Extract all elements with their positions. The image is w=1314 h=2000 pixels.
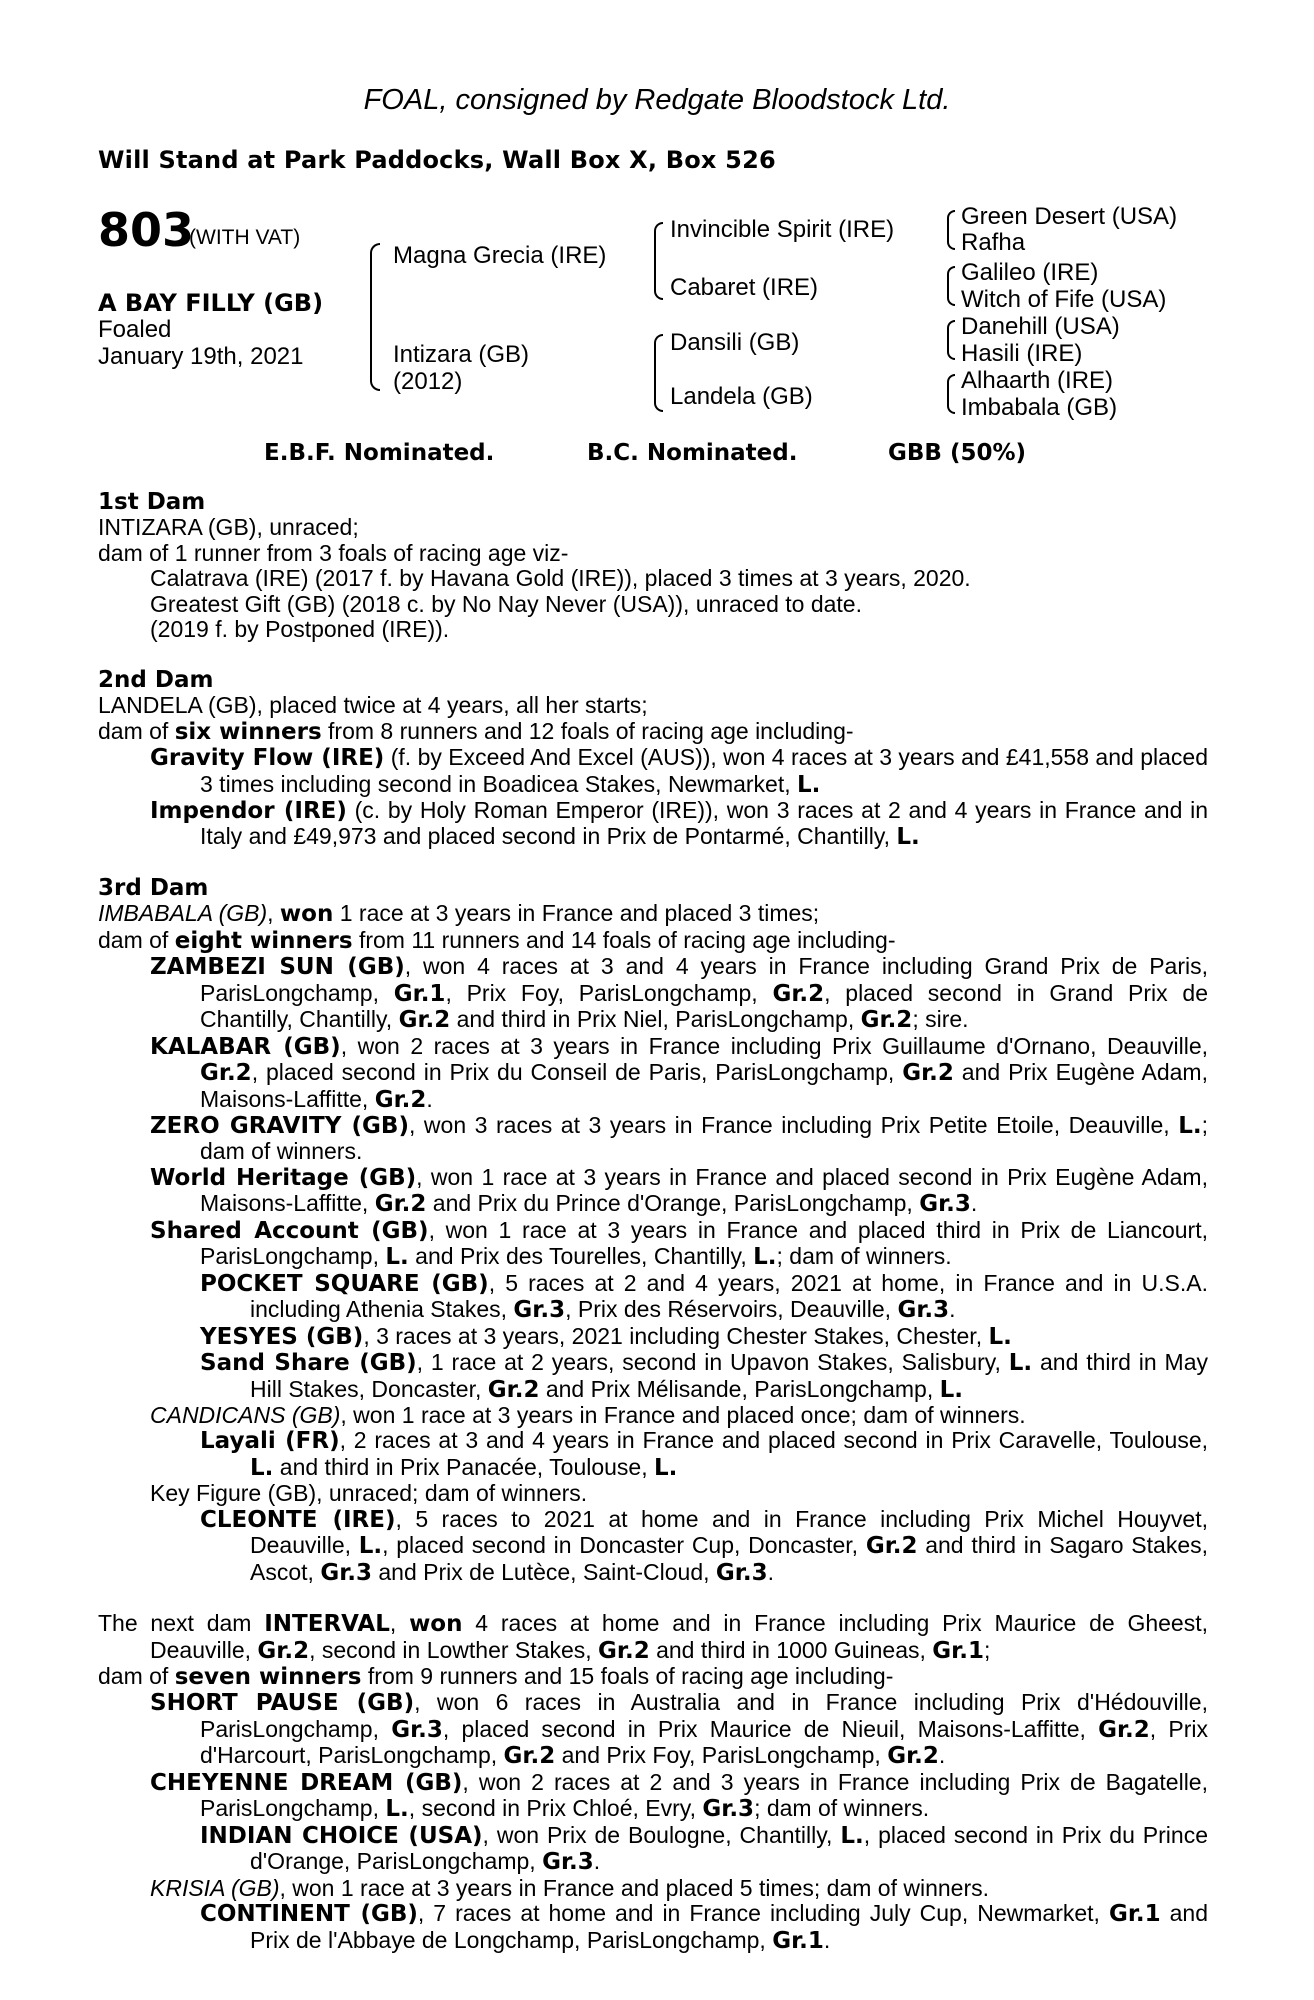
first-dam-line: dam of 1 runner from 3 foals of racing age viz-	[98, 539, 569, 566]
pedigree-dam-sire: Dansili (GB)	[670, 329, 800, 356]
runner-entry: Key Figure (GB), unraced; dam of winners.	[150, 1480, 588, 1507]
ebf-nomination: E.B.F. Nominated.	[264, 440, 495, 466]
runner-entry: KALABAR (GB), won 2 races at 3 years in France including Prix Guillaume d'Ornano, Deauville, Gr.2, placed second in Prix du Conseil de Paris, ParisLongchamp, Gr.2 and Prix Eugène Adam, Maisons-Laffitte, Gr.2.	[150, 1032, 1208, 1113]
runner-entry: ZAMBEZI SUN (GB), won 4 races at 3 and 4 years in France including Grand Prix de Paris, ParisLongchamp, Gr.1, Prix Foy, ParisLongchamp, Gr.2, placed second in Grand Prix de Chantilly, Chantilly, Gr.2 and third in Prix Niel, ParisLongchamp, Gr.2; sire.	[150, 953, 1209, 1034]
runner-entry: YESYES (GB), 3 races at 3 years, 2021 including Chester Stakes, Chester, L.	[200, 1322, 1012, 1350]
lot-number: 803	[98, 203, 195, 257]
runner-entry: CONTINENT (GB), 7 races at home and in France including July Cup, Newmarket, Gr.1 and Prix de l'Abbaye de Longchamp, ParisLongchamp, Gr.1.	[200, 1900, 1209, 1954]
brace-ss	[947, 210, 955, 250]
runner-entry: INDIAN CHOICE (USA), won Prix de Boulogne, Chantilly, L., placed second in Prix du Prince d'Orange, ParisLongchamp, Gr.3.	[200, 1821, 1209, 1876]
pedigree-dd-sire: Alhaarth (IRE)	[961, 367, 1114, 394]
gbb-note: GBB (50%)	[888, 440, 1027, 466]
pedigree-ds-dam: Hasili (IRE)	[961, 340, 1083, 367]
pedigree-sire: Magna Grecia (IRE)	[393, 242, 607, 269]
runner-entry: World Heritage (GB), won 1 race at 3 years in France and placed second in Prix Eugène Adam, Maisons-Laffitte, Gr.2 and Prix du Prince d'Orange, ParisLongchamp, Gr.3.	[150, 1163, 1208, 1218]
pedigree-sd-sire: Galileo (IRE)	[961, 259, 1099, 286]
consignor-line: FOAL, consigned by Redgate Bloodstock Ltd.	[363, 84, 951, 116]
pedigree-dd-dam: Imbabala (GB)	[961, 394, 1118, 421]
runner-entry: Sand Share (GB), 1 race at 2 years, second in Upavon Stakes, Salisbury, L. and third in May Hill Stakes, Doncaster, Gr.2 and Prix Mélisande, ParisLongchamp, L.	[200, 1349, 1208, 1403]
pedigree-sire-dam: Cabaret (IRE)	[670, 274, 819, 301]
third-dam-summary: dam of eight winners from 11 runners and 14 foals of racing age including-	[98, 926, 896, 954]
runner-entry: Impendor (IRE) (c. by Holy Roman Emperor (IRE)), won 3 races at 2 and 4 years in France and in Italy and £49,973 and placed second in Prix de Pontarmé, Chantilly, L.	[150, 796, 1208, 851]
pedigree-notes	[98, 490, 1208, 1954]
foaled-info	[98, 316, 304, 370]
runner-entry: Shared Account (GB), won 1 race at 3 years in France and placed third in Prix de Liancourt, ParisLongchamp, L. and Prix des Tourelles, Chantilly, L.; dam of winners.	[150, 1216, 1208, 1271]
bc-nomination: B.C. Nominated.	[587, 440, 798, 466]
pedigree-dam: Intizara (GB)	[393, 341, 530, 368]
pedigree-ds-sire: Danehill (USA)	[961, 313, 1120, 340]
pedigree-sd-dam: Witch of Fife (USA)	[961, 286, 1167, 313]
second-dam-heading: 2nd Dam	[98, 666, 214, 693]
first-dam-heading: 1st Dam	[98, 489, 206, 515]
stand-location: Will Stand at Park Paddocks, Wall Box X, Box 526	[98, 146, 776, 174]
runner-entry: CLEONTE (IRE), 5 races to 2021 at home and in France including Prix Michel Houyvet, Deauville, L., placed second in Doncaster Cup, Doncaster, Gr.2 and third in Sagaro Stakes, Ascot, Gr.3 and Prix de Lutèce, Saint-Cloud, Gr.3.	[200, 1505, 1209, 1586]
runner-entry: ZERO GRAVITY (GB), won 3 races at 3 years in France including Prix Petite Etoile, Deauville, L.; dam of winners.	[150, 1111, 1208, 1165]
next-dam-line: The next dam INTERVAL, won 4 races at home and in France including Prix Maurice de Gheest, Deauville, Gr.2, second in Lowther Stakes, Gr.2 and third in 1000 Guineas, Gr.1;	[98, 1610, 1208, 1664]
brace-ds	[947, 320, 955, 360]
third-dam-line: IMBABALA (GB), won 1 race at 3 years in France and placed 3 times;	[98, 900, 820, 928]
runner-entry: SHORT PAUSE (GB), won 6 races in Australia and in France including Prix d'Hédouville, ParisLongchamp, Gr.3, placed second in Prix Maurice de Nieuil, Maisons-Laffitte, Gr.2, Prix d'Harcourt, ParisLongchamp, Gr.2 and Prix Foy, ParisLongchamp, Gr.2.	[150, 1689, 1208, 1770]
pedigree-dam-dam: Landela (GB)	[670, 383, 813, 410]
runner-entry: Gravity Flow (IRE) (f. by Exceed And Excel (AUS)), won 4 races at 3 years and £41,558 and placed 3 times including second in Boadicea Stakes, Newmarket, L.	[150, 744, 1208, 798]
next-dam-summary: dam of seven winners from 9 runners and 15 foals of racing age including-	[98, 1663, 894, 1691]
brace-sire	[654, 222, 663, 300]
pedigree-sire-sire: Invincible Spirit (IRE)	[670, 216, 895, 243]
foaled-label: Foaled	[98, 316, 172, 343]
pedigree-ss-sire: Green Desert (USA)	[961, 203, 1178, 230]
spacer	[98, 643, 1208, 668]
first-dam-produce: Calatrava (IRE) (2017 f. by Havana Gold (IRE)), placed 3 times at 3 years, 2020.	[150, 565, 971, 592]
brace-sd	[947, 266, 955, 306]
runner-entry: Layali (FR), 2 races at 3 and 4 years in France and placed second in Prix Caravelle, Toulouse, L. and third in Prix Panacée, Toulouse, L.	[200, 1427, 1208, 1481]
spacer	[98, 851, 1208, 876]
spacer	[98, 1586, 1208, 1611]
pedigree-dam-year: (2012)	[393, 368, 463, 395]
pedigree-ss-dam: Rafha	[961, 229, 1026, 256]
foaled-date: January 19th, 2021	[98, 343, 304, 370]
brace-subject	[370, 243, 380, 391]
third-dam-heading: 3rd Dam	[98, 874, 209, 901]
second-dam-line: LANDELA (GB), placed twice at 4 years, all her starts;	[98, 692, 648, 719]
runner-entry: CHEYENNE DREAM (GB), won 2 races at 2 and 3 years in France including Prix de Bagatelle, ParisLongchamp, L., second in Prix Chloé, Evry, Gr.3; dam of winners.	[150, 1768, 1208, 1823]
first-dam-produce: Greatest Gift (GB) (2018 c. by No Nay Never (USA)), unraced to date.	[150, 590, 862, 617]
first-dam-produce: (2019 f. by Postponed (IRE)).	[150, 616, 450, 643]
brace-dam	[654, 334, 663, 412]
runner-entry: CANDICANS (GB), won 1 race at 3 years in France and placed once; dam of winners.	[150, 1401, 1026, 1428]
runner-entry: POCKET SQUARE (GB), 5 races at 2 and 4 years, 2021 at home, in France and in U.S.A. including Athenia Stakes, Gr.3, Prix des Réservoirs, Deauville, Gr.3.	[200, 1269, 1208, 1324]
horse-title: A BAY FILLY (GB)	[98, 289, 324, 317]
runner-entry: KRISIA (GB), won 1 race at 3 years in France and placed 5 times; dam of winners.	[150, 1874, 990, 1901]
first-dam-line: INTIZARA (GB), unraced;	[98, 514, 359, 541]
second-dam-summary: dam of six winners from 8 runners and 12 foals of racing age including-	[98, 717, 854, 745]
lot-vat-note: (WITH VAT)	[189, 226, 301, 249]
brace-dd	[947, 374, 955, 414]
